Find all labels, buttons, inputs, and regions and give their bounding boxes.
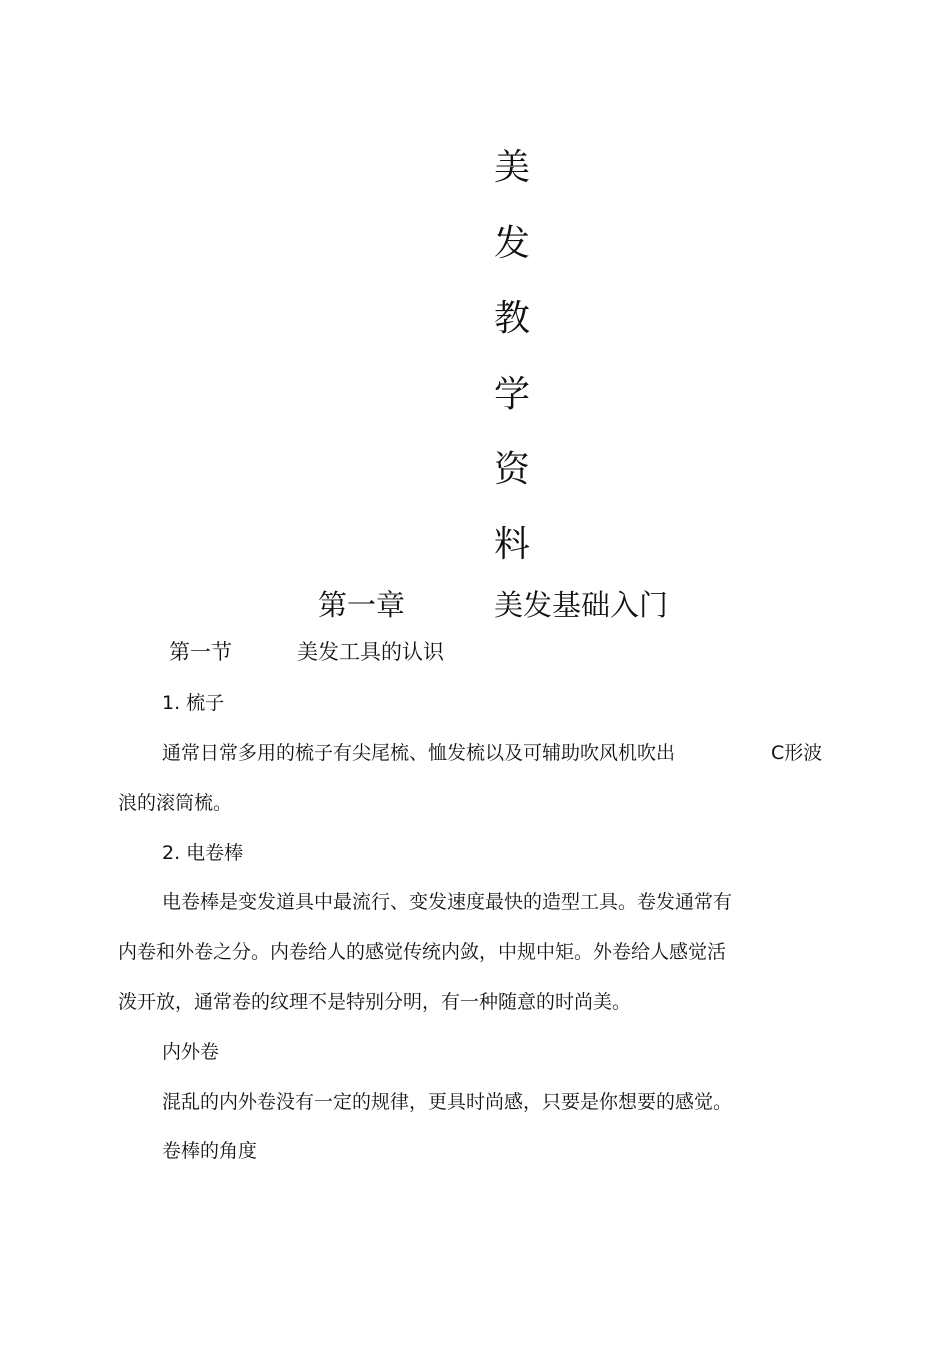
item-heading-comb: 1. 梳子: [162, 692, 225, 714]
paragraph-line: 通常日常多用的梳子有尖尾梳、恤发梳以及可辅助吹风机吹出: [162, 742, 676, 764]
paragraph-line: 混乱的内外卷没有一定的规律，更具时尚感，只要是你想要的感觉。: [162, 1091, 733, 1113]
paragraph-line: C形波: [771, 742, 823, 764]
item-heading-curling-iron: 2. 电卷棒: [162, 842, 244, 864]
paragraph-line: 内卷和外卷之分。内卷给人的感觉传统内敛，中规中矩。外卷给人感觉活: [118, 941, 727, 963]
chapter-title: 美发基础入门: [494, 588, 669, 622]
chapter-number: 第一章: [318, 588, 406, 622]
section-number: 第一节: [169, 640, 232, 664]
sub-heading-inner-outer-curl: 内外卷: [162, 1041, 220, 1063]
paragraph-line: 泼开放，通常卷的纹理不是特别分明，有一种随意的时尚美。: [118, 991, 632, 1013]
paragraph-line: 浪的滚筒梳。: [118, 792, 233, 814]
title-char: 教: [494, 298, 531, 339]
title-char: 资: [494, 449, 531, 490]
paragraph-line: 电卷棒是变发道具中最流行、变发速度最快的造型工具。卷发通常有: [162, 891, 733, 913]
title-char: 学: [494, 374, 531, 415]
sub-heading-curl-angle: 卷棒的角度: [162, 1140, 258, 1162]
title-char: 美: [494, 147, 531, 188]
section-title: 美发工具的认识: [297, 640, 444, 664]
title-char: 料: [494, 524, 531, 565]
title-char: 发: [494, 223, 531, 264]
